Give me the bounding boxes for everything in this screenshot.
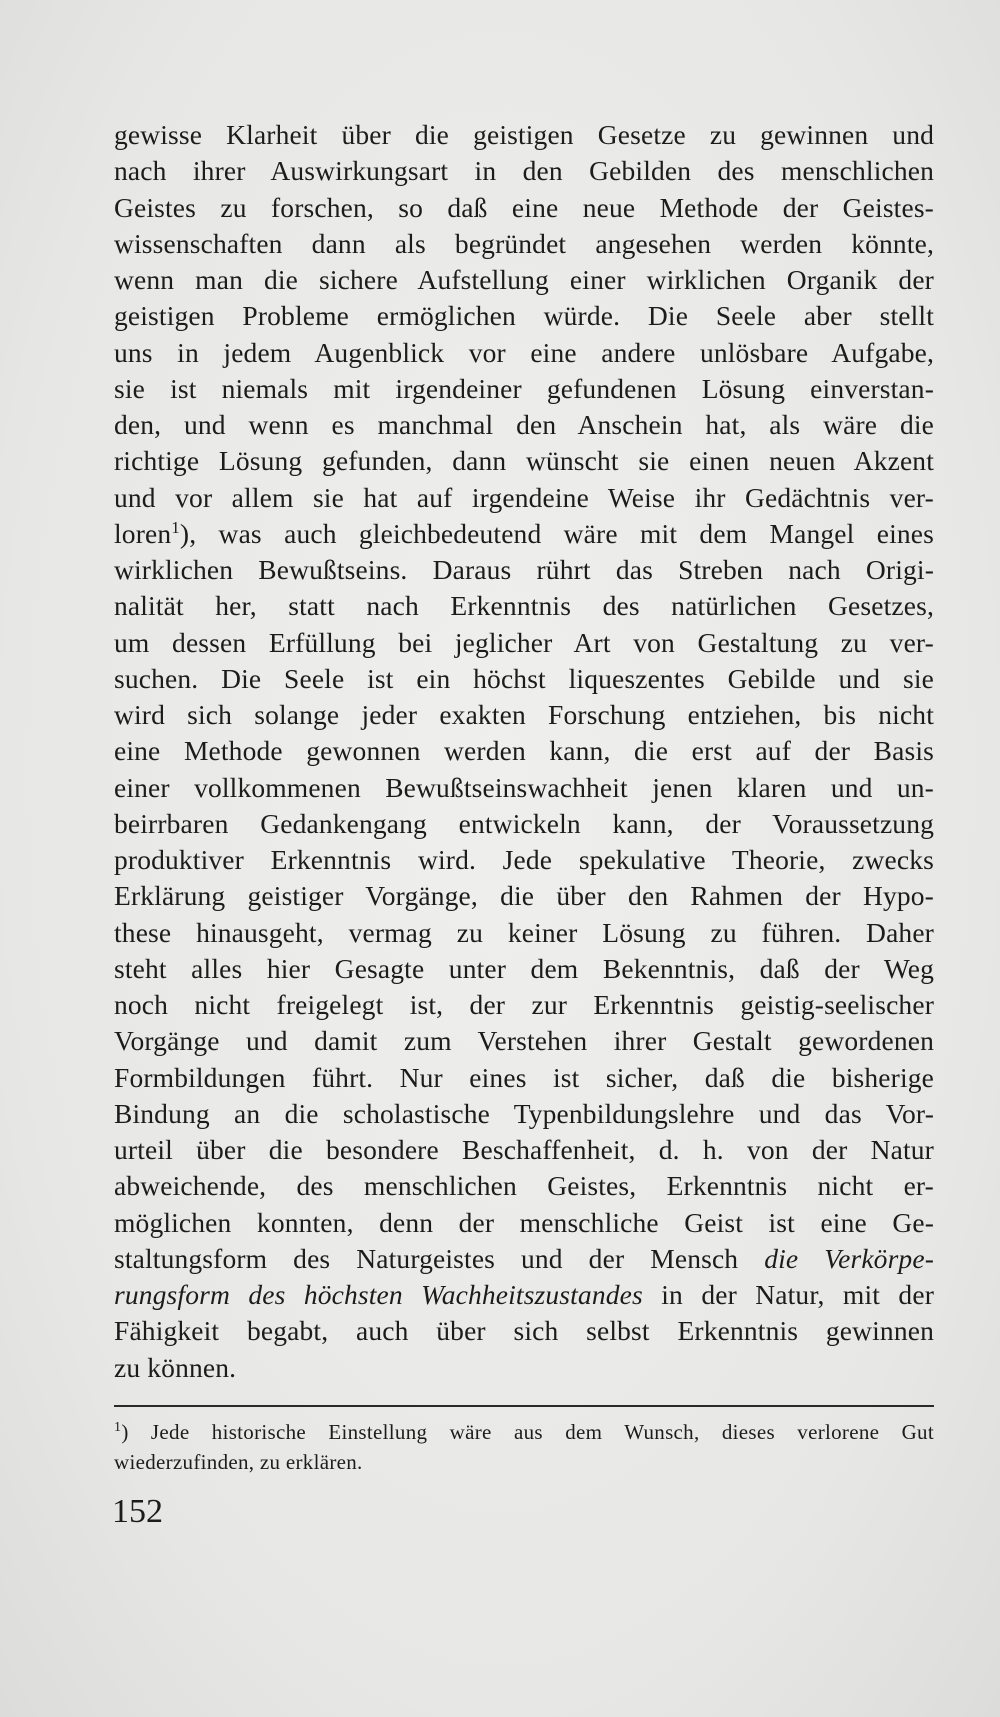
text-fragment: ), was auch gleichbedeutend wäre mit dem Mangel eines (179, 517, 934, 549)
text-line: gewisse Klarheit über die geistigen Gesetze zu gewinnen und (114, 119, 934, 150)
text-line: sie ist niemals mit irgendeiner gefundenen Lösung einverstan- (114, 372, 934, 404)
page-number: 152 (112, 1493, 163, 1530)
text-line: these hinausgeht, vermag zu keiner Lösung zu führen. Daher (114, 916, 934, 948)
text-line: nalität her, statt nach Erkenntnis des natürlichen Gesetzes, (114, 590, 934, 622)
emphasized-text: rungsform des höchsten Wachheitszustandes (114, 1279, 643, 1310)
footnote-line: wiederzufinden, zu erklären. (114, 1450, 363, 1474)
footnote-reference: 1 (171, 517, 180, 537)
footnote (114, 1417, 934, 1477)
footnote-mark: 1 (114, 1420, 122, 1435)
text-line: um dessen Erfüllung bei jeglicher Art von Gestaltung zu ver- (114, 626, 934, 658)
footnote-line (114, 1417, 934, 1447)
text-fragment: in der Natur, mit der (642, 1279, 934, 1310)
text-line: wird sich solange jeder exakten Forschung entziehen, bis nicht (114, 699, 934, 730)
text-line: urteil über die besondere Beschaffenheit, d. h. von der Natur (114, 1134, 934, 1165)
text-line-final: zu können. (114, 1351, 237, 1383)
text-line-with-footnote (114, 516, 934, 552)
text-line: Fähigkeit begabt, auch über sich selbst Erkenntnis gewinnen (114, 1315, 934, 1347)
text-line: einer vollkommenen Bewußtseinswachheit jenen klaren und un- (114, 771, 934, 803)
text-line: wirklichen Bewußtseins. Daraus rührt das Streben nach Origi- (114, 554, 934, 585)
text-line: nach ihrer Auswirkungsart in den Gebilden des menschlichen (114, 155, 934, 187)
text-line: Erklärung geistiger Vorgänge, die über den Rahmen der Hypo- (114, 880, 934, 912)
text-line: und vor allem sie hat auf irgendeine Weise ihr Gedächtnis ver- (114, 481, 934, 513)
footnote-divider (114, 1405, 934, 1407)
text-line-with-emphasis (114, 1277, 934, 1313)
text-line: geistigen Probleme ermöglichen würde. Die Seele aber stellt (114, 300, 934, 332)
text-line: Formbildungen führt. Nur eines ist sicher, daß die bisherige (114, 1061, 934, 1093)
text-fragment: staltungsform des Naturgeistes und der Mensch (114, 1242, 765, 1274)
text-line-with-emphasis (114, 1241, 934, 1277)
text-line: richtige Lösung gefunden, dann wünscht sie einen neuen Akzent (114, 445, 934, 477)
main-text (114, 117, 934, 1386)
text-line: Geistes zu forschen, so daß eine neue Methode der Geistes- (114, 191, 934, 223)
text-line: uns in jedem Augenblick vor eine andere unlösbare Aufgabe, (114, 336, 934, 368)
text-line: noch nicht freigelegt ist, der zur Erkenntnis geistig-seelischer (114, 989, 934, 1020)
text-line: wenn man die sichere Aufstellung einer wirklichen Organik der (114, 264, 934, 295)
text-line: eine Methode gewonnen werden kann, die erst auf der Basis (114, 735, 934, 767)
text-fragment: loren (114, 517, 172, 549)
text-line: produktiver Erkenntnis wird. Jede spekulative Theorie, zwecks (114, 844, 934, 875)
text-line: möglichen konnten, denn der menschliche Geist ist eine Ge- (114, 1206, 934, 1238)
text-line: Bindung an die scholastische Typenbildungslehre und das Vor- (114, 1097, 934, 1129)
text-line: wissenschaften dann als begründet angesehen werden könnte, (114, 227, 934, 259)
text-line: suchen. Die Seele ist ein höchst liqueszentes Gebilde und sie (114, 662, 934, 694)
text-line: beirrbaren Gedankengang entwickeln kann, der Voraussetzung (114, 807, 934, 839)
footnote-text: ) Jede historische Einstellung wäre aus dem Wunsch, dieses verlorene Gut (121, 1420, 934, 1444)
text-line: steht alles hier Gesagte unter dem Bekenntnis, daß der Weg (114, 952, 934, 984)
text-line: den, und wenn es manchmal den Anschein hat, als wäre die (114, 409, 934, 440)
emphasized-text: die Verkörpe- (764, 1242, 934, 1274)
text-line: abweichende, des menschlichen Geistes, Erkenntnis nicht er- (114, 1170, 934, 1202)
text-line: Vorgänge und damit zum Verstehen ihrer Gestalt gewordenen (114, 1025, 934, 1057)
